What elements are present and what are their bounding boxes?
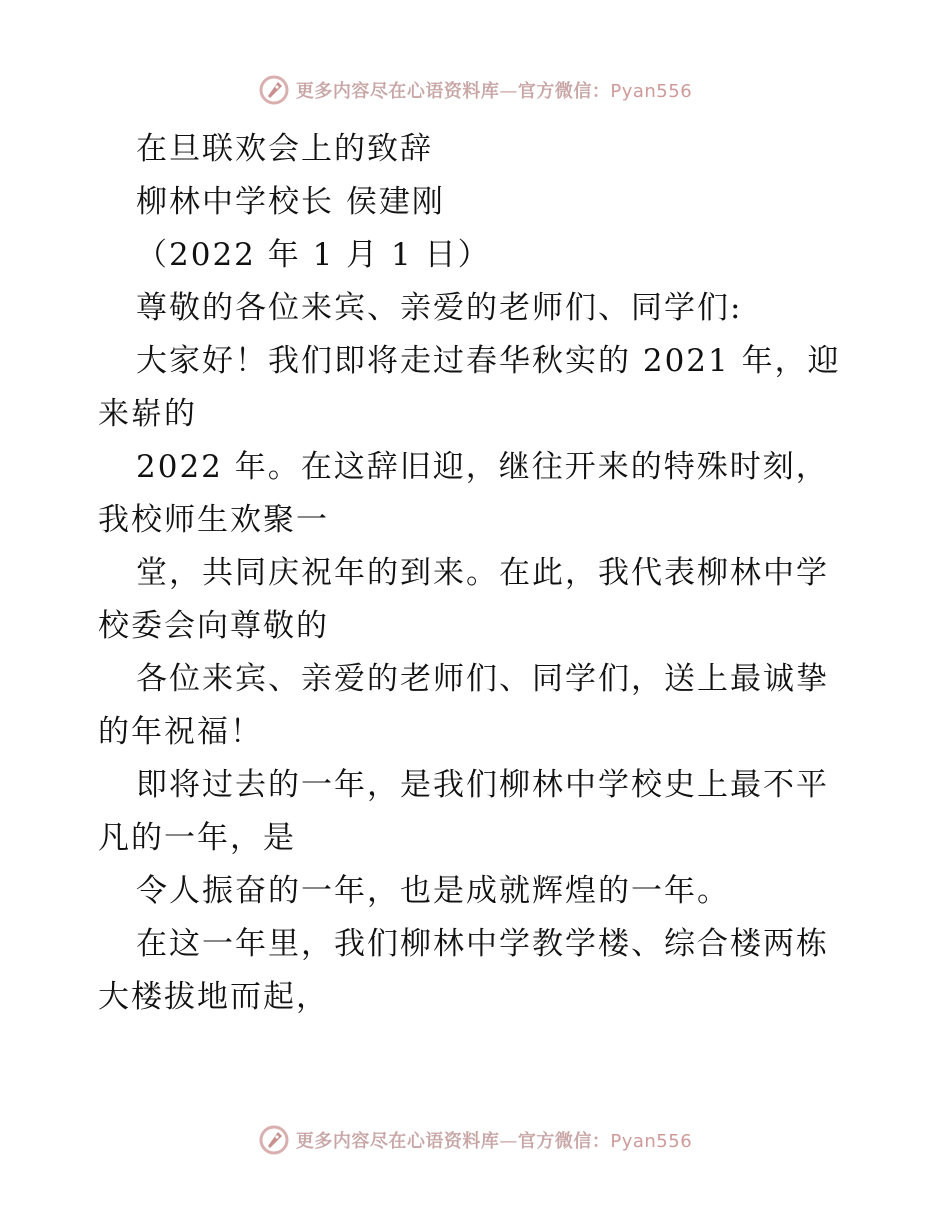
text-line: （2022 年 1 月 1 日）: [136, 237, 491, 273]
text-line: 来崭的: [98, 396, 197, 432]
document-body: [98, 123, 858, 1024]
text-line: 在旦联欢会上的致辞: [136, 131, 433, 167]
text-line: 即将过去的一年，是我们柳林中学校史上最不平: [136, 767, 829, 803]
text-line: 堂，共同庆祝年的到来。在此，我代表柳林中学: [136, 555, 829, 591]
pen-nib-logo-icon: [258, 1124, 290, 1156]
header-watermark: [0, 70, 950, 110]
text-line: 令人振奋的一年，也是成就辉煌的一年。: [136, 873, 730, 909]
text-line: 我校师生欢聚一: [98, 502, 329, 538]
pen-nib-logo-icon: [258, 74, 290, 106]
footer-watermark: [0, 1120, 950, 1160]
text-line: 大楼拔地而起，: [98, 979, 329, 1015]
text-line: 校委会向尊敬的: [98, 608, 329, 644]
text-line: 在这一年里，我们柳林中学教学楼、综合楼两栋: [136, 926, 829, 962]
text-line: 各位来宾、亲爱的老师们、同学们，送上最诚挚: [136, 661, 829, 697]
watermark-text: 更多内容尽在心语资料库—官方微信：Pyan556: [295, 1131, 693, 1152]
watermark-text: 更多内容尽在心语资料库—官方微信：Pyan556: [295, 81, 693, 102]
text-line: 凡的一年，是: [98, 820, 296, 856]
text-line: 2022 年。在这辞旧迎，继往开来的特殊时刻，: [136, 449, 829, 485]
text-line: 大家好！我们即将走过春华秋实的 2021 年，迎: [136, 343, 841, 379]
text-line: 的年祝福！: [98, 714, 263, 750]
text-line: 尊敬的各位来宾、亲爱的老师们、同学们:: [136, 290, 743, 326]
text-line: 柳林中学校长 侯建刚: [136, 184, 445, 220]
